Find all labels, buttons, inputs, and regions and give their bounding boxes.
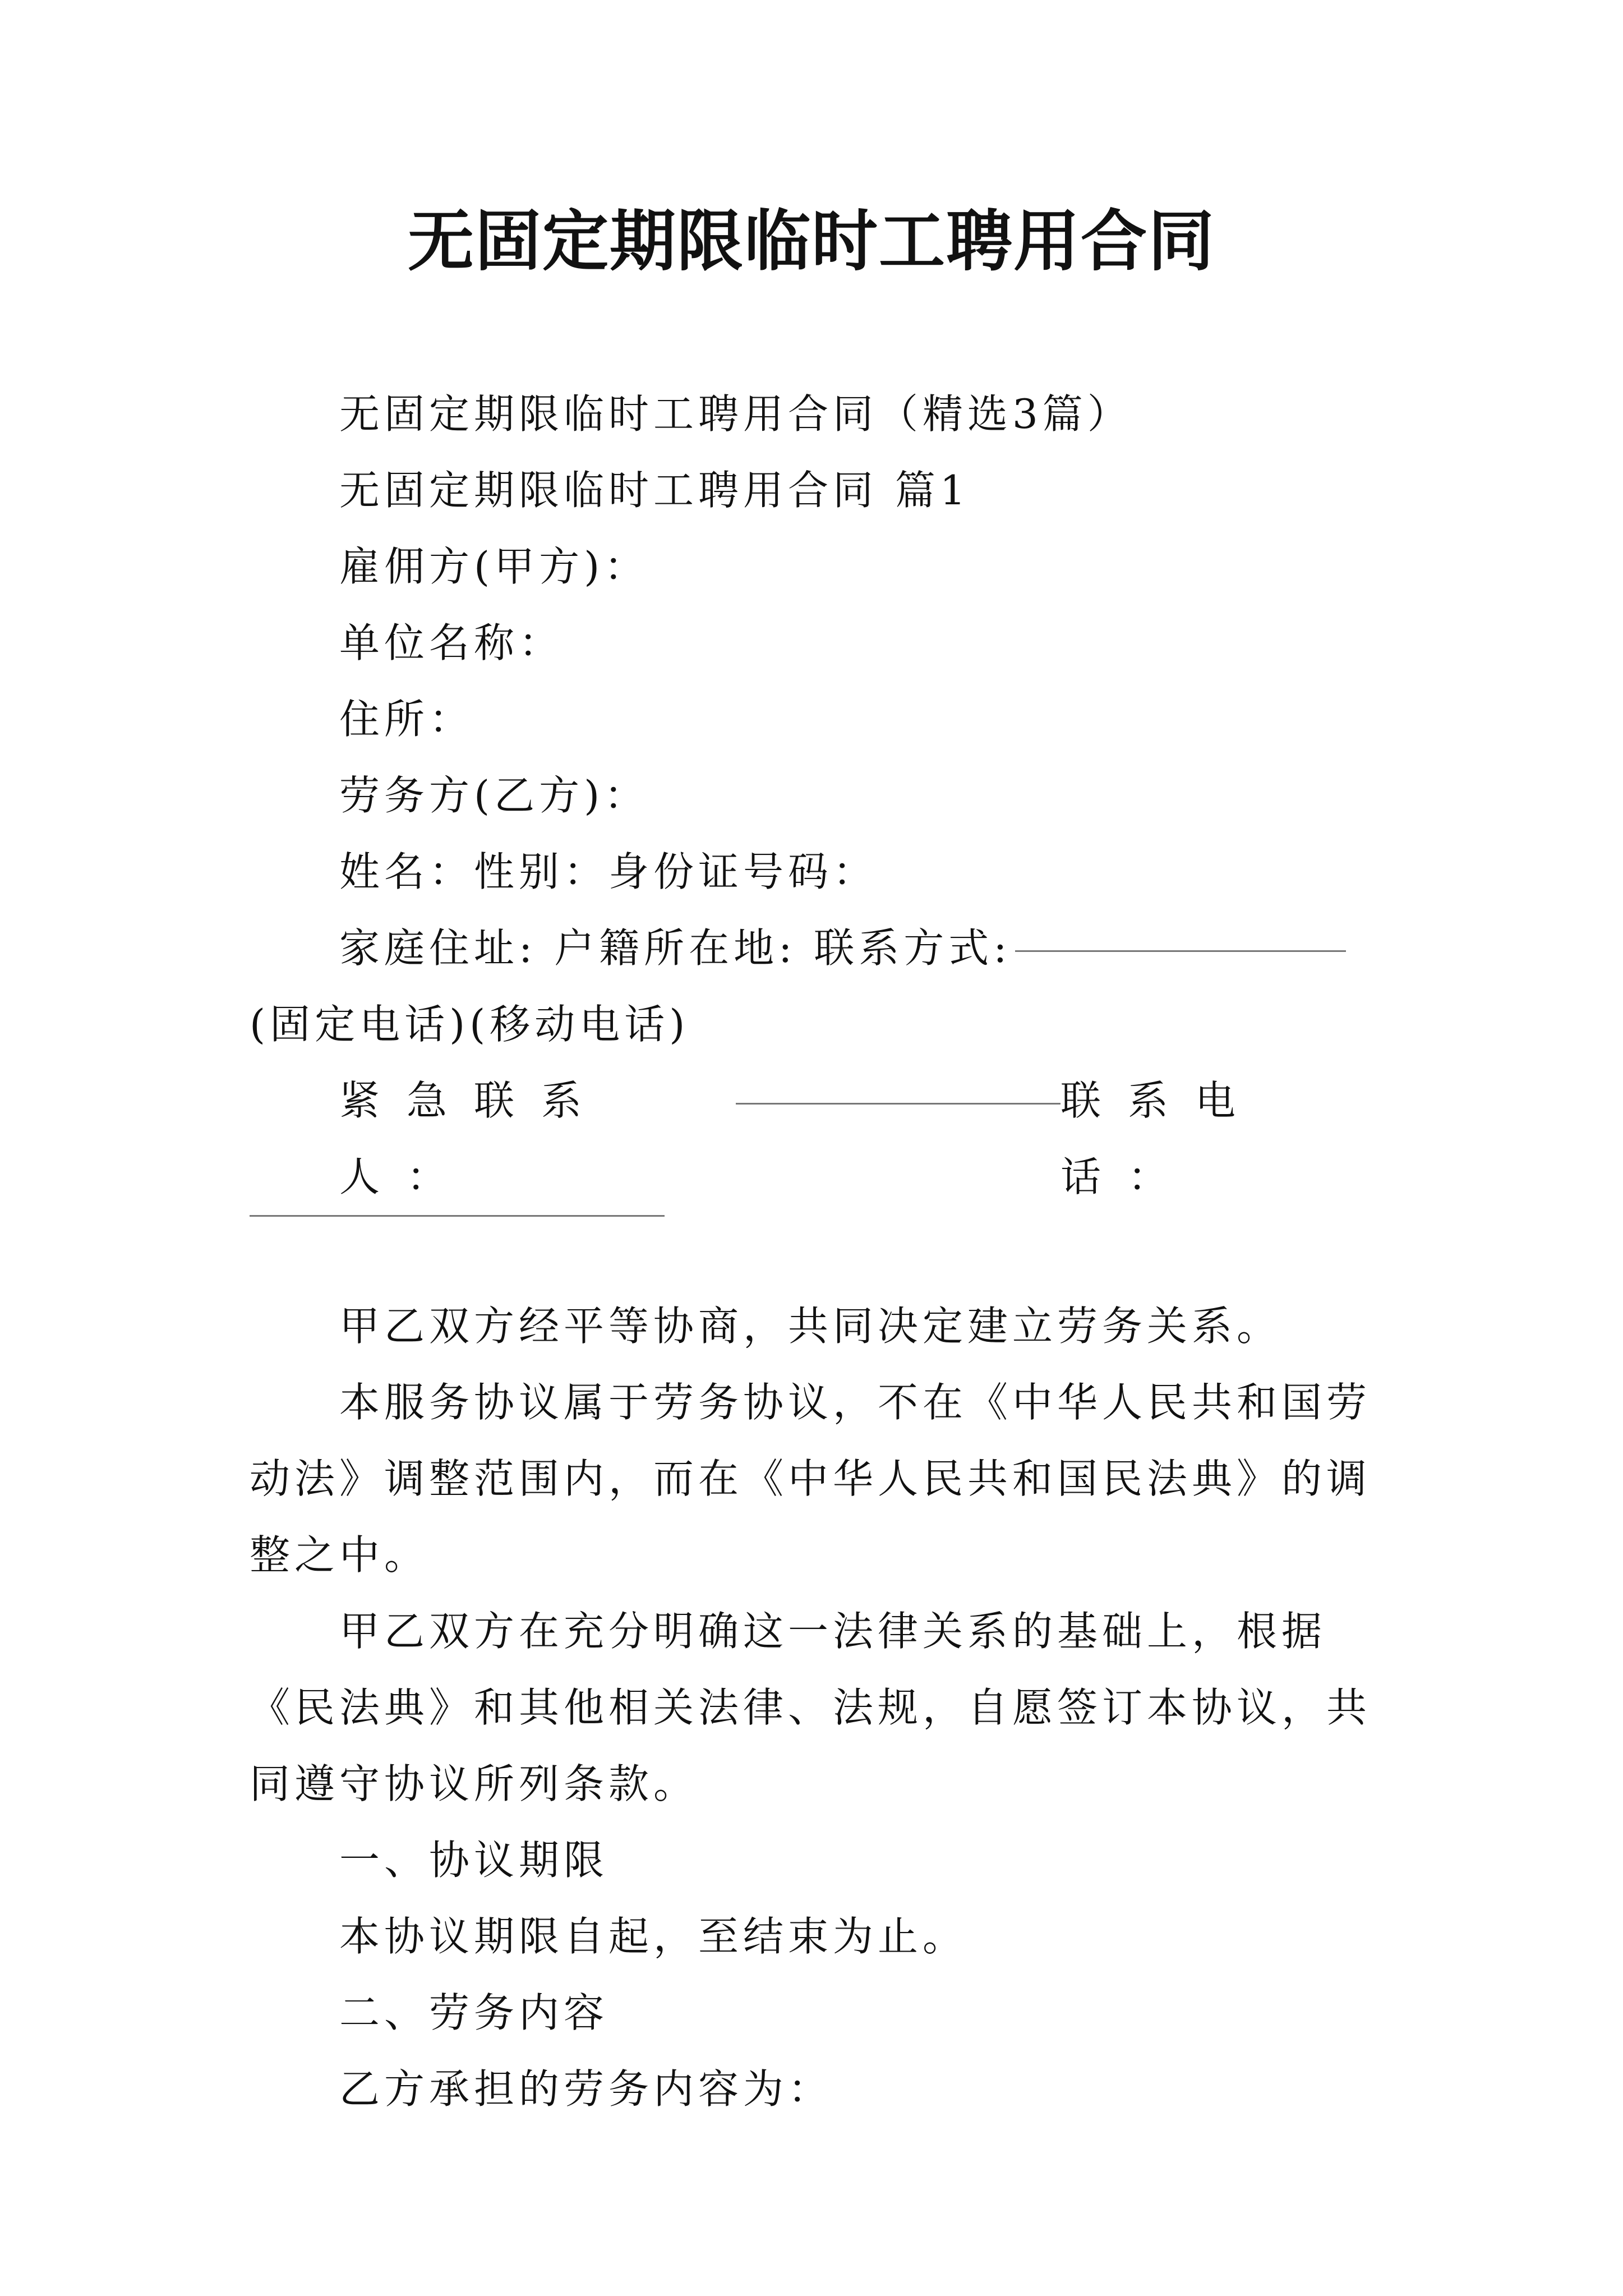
paragraph-address-contact: [250, 910, 1391, 1062]
emergency-contact-label: 紧急联系人：: [339, 1077, 609, 1200]
emergency-contact-blank: [736, 1103, 1061, 1105]
document-body: [250, 376, 1391, 2127]
paragraph-service-provider: 劳务方(乙方)：: [339, 772, 649, 819]
paragraph-content: 乙方承担的劳务内容为：: [339, 2065, 833, 2113]
paragraph-employer: 雇佣方(甲方)：: [339, 543, 649, 590]
address-contact-text: 家庭住址: 户籍所在地: 联系方式:: [339, 924, 1012, 972]
paragraph-residence: 住所：: [339, 696, 474, 743]
phone-types-text: (固定电话)(移动电话): [250, 1001, 690, 1048]
heading-content: 二、劳务内容: [339, 1989, 609, 2036]
paragraph-subtitle: 无固定期限临时工聘用合同（精选3篇）: [339, 390, 1132, 438]
paragraph-legal-scope: 本服务协议属于劳务协议，不在《中华人民共和国劳动法》调整范围内，而在《中华人民共和国民法典》的调整之中。: [250, 1379, 1372, 1579]
heading-term: 一、协议期限: [339, 1837, 609, 1884]
paragraph-unit-name: 单位名称：: [339, 619, 564, 666]
emergency-contact-row: [250, 1062, 1391, 1215]
paragraph-basis: 甲乙双方在充分明确这一法律关系的基础上，根据《民法典》和其他相关法律、法规，自愿签订本协议，共同遵守协议所列条款。: [250, 1608, 1372, 1807]
paragraph-personal-info: 姓名：性别：身份证号码：: [339, 848, 878, 895]
emergency-phone-line: [250, 1215, 665, 1217]
contact-blank-line: [1015, 950, 1346, 952]
emergency-phone-label: 联系电话：: [1060, 1077, 1262, 1200]
paragraph-section-heading: 无固定期限临时工聘用合同 篇1: [339, 467, 970, 514]
emergency-phone-blank: [250, 1215, 1391, 1249]
paragraph-term: 本协议期限自起，至结束为止。: [339, 1913, 968, 1960]
paragraph-agreement: 甲乙双方经平等协商，共同决定建立劳务关系。: [339, 1303, 1282, 1350]
document-title: 无固定期限临时工聘用合同: [407, 202, 1215, 280]
